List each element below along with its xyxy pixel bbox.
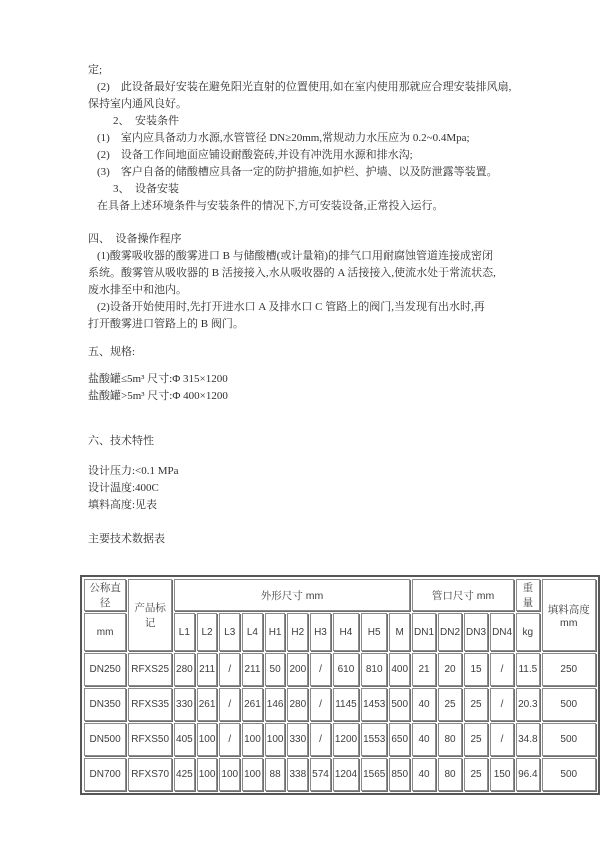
header-dim-H3: H3 <box>310 613 331 651</box>
table-header-row-groups <box>84 579 596 611</box>
text-line: (3) 客户自备的储酸槽应具备一定的防护措施,如护栏、护墙、以及防泄露等装置。 <box>97 166 498 178</box>
table-cell: 100 <box>242 723 263 756</box>
table-cell: / <box>219 688 240 721</box>
section-operation-procedure <box>88 231 496 333</box>
table-title <box>88 531 165 548</box>
table-cell: RFXS25 <box>128 653 172 686</box>
text-line: (1) 室内应具备动力水源,水管管径 DN≥20mm,常规动力水压应为 0.2~0.4Mpa; <box>97 132 470 144</box>
table-cell: 400 <box>389 653 410 686</box>
text-line: (2)设备开始使用时,先打开进水口 A 及排水口 C 管路上的阀门,当发现有出水时,再 <box>97 301 485 313</box>
table-cell: / <box>310 653 331 686</box>
text-line: 3、 设备安装 <box>113 183 179 195</box>
header-weight: 重量 <box>516 579 539 611</box>
table-cell: DN700 <box>84 758 126 791</box>
table-cell: 100 <box>197 723 218 756</box>
table-cell: 20 <box>438 653 462 686</box>
table-cell: 15 <box>464 653 488 686</box>
table-cell: RFXS35 <box>128 688 172 721</box>
table-cell: / <box>310 688 331 721</box>
table-cell: 80 <box>438 723 462 756</box>
text-line: 六、技术特性 <box>88 435 154 447</box>
table-row <box>84 758 596 791</box>
table-cell: 40 <box>412 758 436 791</box>
header-dim-H5: H5 <box>361 613 387 651</box>
table-cell: 40 <box>412 688 436 721</box>
header-port-DN4: DN4 <box>490 613 514 651</box>
table-cell: 150 <box>490 758 514 791</box>
table-cell: DN250 <box>84 653 126 686</box>
text-line: 设计压力:<0.1 MPa <box>88 465 179 477</box>
technical-data-table-wrap <box>80 575 600 795</box>
table-cell: 810 <box>361 653 387 686</box>
header-dim-L2: L2 <box>197 613 218 651</box>
text-line: 盐酸罐≤5m³ 尺寸:Φ 315×1200 <box>88 373 228 385</box>
table-row <box>84 688 596 721</box>
header-product-mark: 产品标记 <box>128 579 172 651</box>
text-line: (2) 此设备最好安装在避免阳光直射的位置使用,如在室内使用那就应合理安装排风扇, <box>97 81 512 93</box>
table-cell: 100 <box>242 758 263 791</box>
header-kg-unit: kg <box>516 613 539 651</box>
table-cell: 211 <box>242 653 263 686</box>
table-row <box>84 723 596 756</box>
table-cell: DN350 <box>84 688 126 721</box>
header-outline-dimensions: 外形尺寸 mm <box>174 579 410 611</box>
text-line: 设计温度:400C <box>88 482 159 494</box>
table-cell: 20.3 <box>516 688 539 721</box>
text-line: 四、 设备操作程序 <box>88 233 182 245</box>
table-cell: 100 <box>219 758 240 791</box>
table-cell: 1145 <box>333 688 359 721</box>
header-dim-L4: L4 <box>242 613 263 651</box>
table-cell: 425 <box>174 758 195 791</box>
table-cell: DN500 <box>84 723 126 756</box>
text-line: 打开酸雾进口管路上的 B 阀门。 <box>88 318 244 330</box>
table-cell: 146 <box>265 688 286 721</box>
text-line: 在具备上述环境条件与安装条件的情况下,方可安装设备,正常投入运行。 <box>97 200 444 212</box>
table-row <box>84 653 596 686</box>
table-cell: 25 <box>464 723 488 756</box>
table-cell: 1553 <box>361 723 387 756</box>
table-cell: RFXS70 <box>128 758 172 791</box>
text-line: 主要技术数据表 <box>88 533 165 545</box>
table-cell: / <box>490 723 514 756</box>
text-line: 盐酸罐>5m³ 尺寸:Φ 400×1200 <box>88 390 228 402</box>
text-line: (1)酸雾吸收器的酸雾进口 B 与储酸槽(或计量箱)的排气口用耐腐蚀管道连接成密闭 <box>97 250 493 262</box>
table-cell: 1200 <box>333 723 359 756</box>
section-specs <box>88 371 228 405</box>
table-cell: 850 <box>389 758 410 791</box>
table-cell: / <box>219 653 240 686</box>
table-cell: 261 <box>242 688 263 721</box>
table-cell: 200 <box>287 653 308 686</box>
table-cell: 25 <box>464 758 488 791</box>
text-line: 填料高度:见表 <box>88 499 158 511</box>
text-line: 保持室内通风良好。 <box>88 98 187 110</box>
section-installation <box>88 62 511 215</box>
header-port-dimensions: 管口尺寸 mm <box>412 579 514 611</box>
table-cell: 11.5 <box>516 653 539 686</box>
table-cell: 500 <box>542 723 596 756</box>
text-line: 定; <box>88 64 103 76</box>
table-cell: 34.8 <box>516 723 539 756</box>
table-cell: 330 <box>174 688 195 721</box>
table-cell: 250 <box>542 653 596 686</box>
header-dim-H2: H2 <box>287 613 308 651</box>
header-port-DN1: DN1 <box>412 613 436 651</box>
table-cell: 330 <box>287 723 308 756</box>
table-cell: 405 <box>174 723 195 756</box>
table-cell: 100 <box>197 758 218 791</box>
table-cell: 80 <box>438 758 462 791</box>
header-mm-unit: mm <box>84 613 126 651</box>
header-dim-H1: H1 <box>265 613 286 651</box>
table-cell: RFXS50 <box>128 723 172 756</box>
section-specs-title <box>88 344 135 361</box>
table-cell: 500 <box>542 758 596 791</box>
table-cell: 500 <box>542 688 596 721</box>
table-cell: 40 <box>412 723 436 756</box>
text-line: 五、规格: <box>88 346 136 358</box>
table-cell: 1565 <box>361 758 387 791</box>
table-cell: 100 <box>265 723 286 756</box>
table-cell: 25 <box>464 688 488 721</box>
table-cell: 211 <box>197 653 218 686</box>
table-cell: 21 <box>412 653 436 686</box>
section-tech-title <box>88 433 154 450</box>
table-cell: 280 <box>287 688 308 721</box>
table-cell: / <box>219 723 240 756</box>
text-line: (2) 设备工作间地面应铺设耐酸瓷砖,并设有冲洗用水源和排水沟; <box>97 149 413 161</box>
technical-data-table <box>80 575 600 795</box>
table-body <box>84 653 596 791</box>
table-cell: 1204 <box>333 758 359 791</box>
text-line: 2、 安装条件 <box>113 115 179 127</box>
table-cell: 50 <box>265 653 286 686</box>
section-tech-characteristics <box>88 463 179 514</box>
table-cell: 280 <box>174 653 195 686</box>
table-cell: 1453 <box>361 688 387 721</box>
header-port-DN2: DN2 <box>438 613 462 651</box>
table-cell: 261 <box>197 688 218 721</box>
table-cell: 25 <box>438 688 462 721</box>
text-line: 废水排至中和池内。 <box>88 284 187 296</box>
table-cell: 610 <box>333 653 359 686</box>
table-cell: 338 <box>287 758 308 791</box>
table-cell: / <box>490 688 514 721</box>
header-dim-L3: L3 <box>219 613 240 651</box>
header-dim-M: M <box>389 613 410 651</box>
text-line: 系统。酸雾管从吸收器的 B 活接接入,水从吸收器的 A 活接接入,使流水处于常流状态, <box>88 267 496 279</box>
table-cell: 650 <box>389 723 410 756</box>
table-cell: / <box>310 723 331 756</box>
table-cell: 500 <box>389 688 410 721</box>
header-port-DN3: DN3 <box>464 613 488 651</box>
table-cell: 88 <box>265 758 286 791</box>
header-packing-height: 填料高度 mm <box>542 579 596 651</box>
table-cell: / <box>490 653 514 686</box>
table-cell: 96.4 <box>516 758 539 791</box>
header-dim-H4: H4 <box>333 613 359 651</box>
table-cell: 574 <box>310 758 331 791</box>
header-dim-L1: L1 <box>174 613 195 651</box>
header-nominal-diameter: 公称直径 <box>84 579 126 611</box>
